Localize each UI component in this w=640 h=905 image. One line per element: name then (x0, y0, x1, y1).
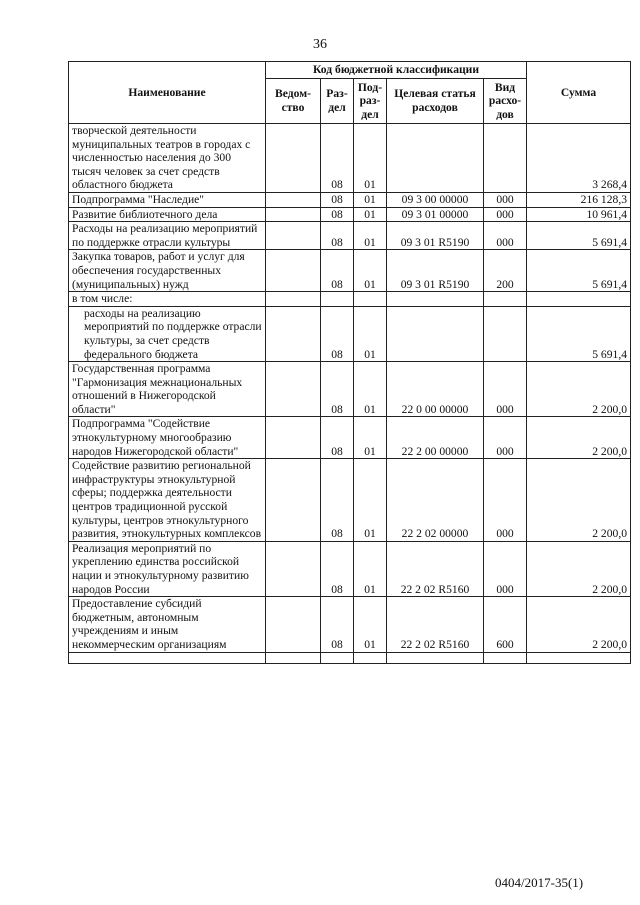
document-code: 0404/2017-35(1) (495, 875, 584, 890)
row-ved (266, 292, 321, 307)
row-vid: 000 (484, 222, 527, 250)
table-row (69, 459, 631, 542)
row-name: Развитие библиотечного дела (69, 207, 266, 222)
row-ved (266, 222, 321, 250)
row-name: в том числе: (69, 292, 266, 307)
row-vid: 000 (484, 207, 527, 222)
row-razdel: 08 (321, 459, 354, 542)
row-podrazdel: 01 (354, 362, 387, 417)
row-vid: 200 (484, 250, 527, 292)
row-podrazdel: 01 (354, 222, 387, 250)
header-expense-type: Вид расхо-дов (484, 79, 527, 124)
row-ved (266, 250, 321, 292)
row-vid: 000 (484, 362, 527, 417)
row-razdel: 08 (321, 541, 354, 596)
row-razdel: 08 (321, 250, 354, 292)
row-ved (266, 417, 321, 459)
row-name: Государственная программа "Гармонизация межнациональных отношений в Нижегородской области" (69, 362, 266, 417)
row-vid: 000 (484, 459, 527, 542)
table-body (69, 124, 631, 664)
row-sum: 2 200,0 (527, 541, 631, 596)
table-row (69, 597, 631, 652)
header-razdel: Раз-дел (321, 79, 354, 124)
header-sum: Сумма (527, 62, 631, 124)
row-sum: 216 128,3 (527, 192, 631, 207)
row-sum: 5 691,4 (527, 306, 631, 361)
row-name-text: расходы на реализацию мероприятий по поддержке отрасли культуры, за счет средств федерального бюджета (84, 306, 262, 361)
row-podrazdel: 01 (354, 124, 387, 193)
row-sum: 2 200,0 (527, 597, 631, 652)
table-row (69, 306, 631, 361)
row-podrazdel: 01 (354, 597, 387, 652)
page-number: 36 (313, 37, 327, 52)
row-podrazdel: 01 (354, 207, 387, 222)
row-vid (484, 124, 527, 193)
row-target: 22 2 02 R5160 (387, 597, 484, 652)
row-target: 09 3 01 00000 (387, 207, 484, 222)
row-vid (484, 292, 527, 307)
row-sum: 5 691,4 (527, 250, 631, 292)
row-target: 09 3 01 R5190 (387, 222, 484, 250)
row-name: Предоставление субсидий бюджетным, автономным учреждениям и иным некоммерческим организациям (69, 597, 266, 652)
row-ved (266, 597, 321, 652)
row-sum: 5 691,4 (527, 222, 631, 250)
row-razdel: 08 (321, 124, 354, 193)
row-podrazdel: 01 (354, 306, 387, 361)
table-row (69, 124, 631, 193)
row-vid: 000 (484, 192, 527, 207)
row-podrazdel: 01 (354, 459, 387, 542)
row-razdel: 08 (321, 207, 354, 222)
row-target (387, 124, 484, 193)
row-target: 09 3 01 R5190 (387, 250, 484, 292)
row-razdel: 08 (321, 417, 354, 459)
table-row (69, 362, 631, 417)
header-podrazdel: Под-раз-дел (354, 79, 387, 124)
row-name: Расходы на реализацию мероприятий по поддержке отрасли культуры (69, 222, 266, 250)
row-name: творческой деятельности муниципальных театров в городах с численностью населения до 300 тысяч человек за счет средств областного бюджета (69, 124, 266, 193)
row-razdel: 08 (321, 362, 354, 417)
row-ved (266, 306, 321, 361)
table-row (69, 417, 631, 459)
row-target: 22 2 02 00000 (387, 459, 484, 542)
table-row (69, 222, 631, 250)
row-vid (484, 306, 527, 361)
row-podrazdel: 01 (354, 541, 387, 596)
row-target: 22 0 00 00000 (387, 362, 484, 417)
row-podrazdel: 01 (354, 417, 387, 459)
row-razdel: 08 (321, 597, 354, 652)
row-sum (527, 292, 631, 307)
row-sum: 2 200,0 (527, 459, 631, 542)
header-target-article: Целевая статья расходов (387, 79, 484, 124)
header-name: Наименование (69, 62, 266, 124)
row-razdel: 08 (321, 306, 354, 361)
row-sum: 2 200,0 (527, 362, 631, 417)
header-budget-code: Код бюджетной классификации (266, 62, 527, 79)
row-name (69, 306, 266, 361)
budget-table (68, 61, 631, 664)
row-target (387, 306, 484, 361)
row-vid: 600 (484, 597, 527, 652)
row-ved (266, 192, 321, 207)
table-row-empty (69, 652, 631, 663)
row-sum: 3 268,4 (527, 124, 631, 193)
row-target: 22 2 02 R5160 (387, 541, 484, 596)
row-target: 09 3 00 00000 (387, 192, 484, 207)
row-sum: 10 961,4 (527, 207, 631, 222)
table-row (69, 250, 631, 292)
row-razdel: 08 (321, 222, 354, 250)
row-name: Закупка товаров, работ и услуг для обеспечения государственных (муниципальных) нужд (69, 250, 266, 292)
row-podrazdel: 01 (354, 250, 387, 292)
row-vid: 000 (484, 417, 527, 459)
row-vid: 000 (484, 541, 527, 596)
header-vedomstvo: Ведом-ство (266, 79, 321, 124)
table-row (69, 292, 631, 307)
row-ved (266, 541, 321, 596)
table-row (69, 192, 631, 207)
row-ved (266, 207, 321, 222)
row-podrazdel: 01 (354, 192, 387, 207)
row-podrazdel (354, 292, 387, 307)
row-name: Подпрограмма "Содействие этнокультурному многообразию народов Нижегородской области" (69, 417, 266, 459)
row-target: 22 2 00 00000 (387, 417, 484, 459)
table-row (69, 541, 631, 596)
row-razdel: 08 (321, 192, 354, 207)
row-name: Подпрограмма "Наследие" (69, 192, 266, 207)
table-row (69, 207, 631, 222)
row-name: Содействие развитию региональной инфраструктуры этнокультурной сферы; поддержка деятельности центров традиционной русской культуры, центров этнокультурного развития, этнокультурных комплексов (69, 459, 266, 542)
row-razdel (321, 292, 354, 307)
row-target (387, 292, 484, 307)
row-ved (266, 124, 321, 193)
row-name: Реализация мероприятий по укреплению единства российской нации и этнокультурному развитию народов России (69, 541, 266, 596)
row-sum: 2 200,0 (527, 417, 631, 459)
row-ved (266, 362, 321, 417)
row-ved (266, 459, 321, 542)
